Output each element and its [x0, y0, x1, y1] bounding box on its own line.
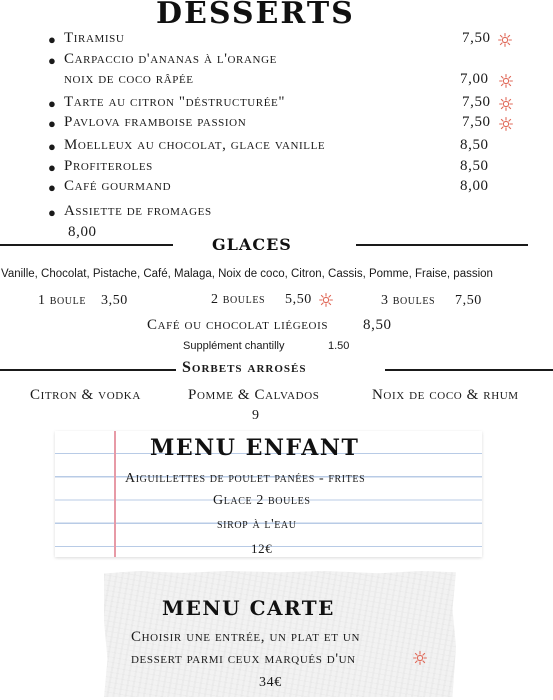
star-icon: [319, 293, 333, 307]
bullet: ●: [48, 160, 56, 175]
menu-enfant-line: sirop à l'eau: [217, 517, 297, 532]
star-icon: [498, 33, 512, 47]
menu-enfant-line: Glace 2 boules: [213, 493, 311, 508]
liegeois-price: 8,50: [363, 317, 392, 333]
dessert-name: Profiteroles: [64, 158, 153, 174]
dessert-price: 7,50: [462, 114, 491, 130]
dessert-name: Moelleux au chocolat, glace vanille: [64, 137, 326, 153]
bullet: ●: [48, 96, 56, 111]
dessert-price: 8,50: [460, 158, 489, 174]
menu-enfant-price: 12€: [251, 541, 273, 556]
glaces-flavors: Vanille, Chocolat, Pistache, Café, Malaga, Noix de coco, Citron, Cassis, Pomme, Fraise, passion: [1, 268, 493, 280]
dessert-price: 8,00: [460, 178, 489, 194]
dessert-name: Café gourmand: [64, 178, 172, 194]
sorbet-item: Pomme & Calvados: [188, 387, 320, 403]
bullet: ●: [48, 32, 56, 47]
notebook-margin-line: [114, 431, 116, 557]
boule-price: 5,50: [285, 292, 312, 307]
dessert-price: 7,50: [462, 94, 491, 110]
bullet: ●: [48, 116, 56, 131]
boule-label: 2 boules: [211, 292, 266, 307]
dessert-name: Carpaccio d'ananas à l'orange: [64, 51, 277, 67]
divider-right: [385, 369, 553, 371]
dessert-price: 8,50: [460, 137, 489, 153]
boule-label: 1 boule: [38, 293, 87, 308]
divider-left: [0, 244, 173, 246]
menu-enfant-title: MENU ENFANT: [150, 435, 360, 461]
dessert-name-line2: noix de coco râpée: [64, 71, 194, 87]
sorbet-item: Noix de coco & rhum: [372, 387, 519, 403]
boule-price: 3,50: [101, 293, 128, 308]
bullet: ●: [48, 53, 56, 68]
dessert-name: Tarte au citron "déstructurée": [64, 94, 286, 110]
sorbets-title: Sorbets arrosés: [182, 359, 307, 376]
sorbet-price: 9: [252, 408, 259, 423]
divider-right: [356, 244, 528, 246]
star-icon: [499, 97, 513, 111]
chantilly-price: 1.50: [328, 340, 350, 352]
dessert-name: Assiette de fromages: [64, 203, 212, 219]
star-icon: [499, 117, 513, 131]
dessert-price: 8,00: [68, 224, 97, 240]
bullet: ●: [48, 180, 56, 195]
star-icon: [413, 651, 427, 665]
glaces-title: GLACES: [212, 235, 292, 254]
boule-price: 7,50: [455, 293, 482, 308]
menu-carte-line2: dessert parmi ceux marqués d'un: [131, 651, 356, 667]
liegeois-label: Café ou chocolat liégeois: [147, 317, 329, 333]
star-icon: [499, 74, 513, 88]
menu-enfant-line: Aiguillettes de poulet panées - frites: [125, 471, 366, 486]
bullet: ●: [48, 139, 56, 154]
sorbet-item: Citron & vodka: [30, 387, 141, 403]
bullet: ●: [48, 205, 56, 220]
dessert-price: 7,50: [462, 30, 491, 46]
desserts-title: DESSERTS: [156, 0, 355, 31]
dessert-name: Pavlova framboise passion: [64, 114, 247, 130]
dessert-name: Tiramisu: [64, 30, 125, 46]
menu-carte-price: 34€: [259, 675, 282, 690]
divider-left: [0, 369, 176, 371]
chantilly-label: Supplément chantilly: [183, 340, 285, 352]
dessert-price: 7,00: [460, 71, 489, 87]
menu-carte-line1: Choisir une entrée, un plat et un: [131, 629, 360, 645]
menu-carte-title: MENU CARTE: [162, 596, 335, 620]
boule-label: 3 boules: [381, 293, 436, 308]
